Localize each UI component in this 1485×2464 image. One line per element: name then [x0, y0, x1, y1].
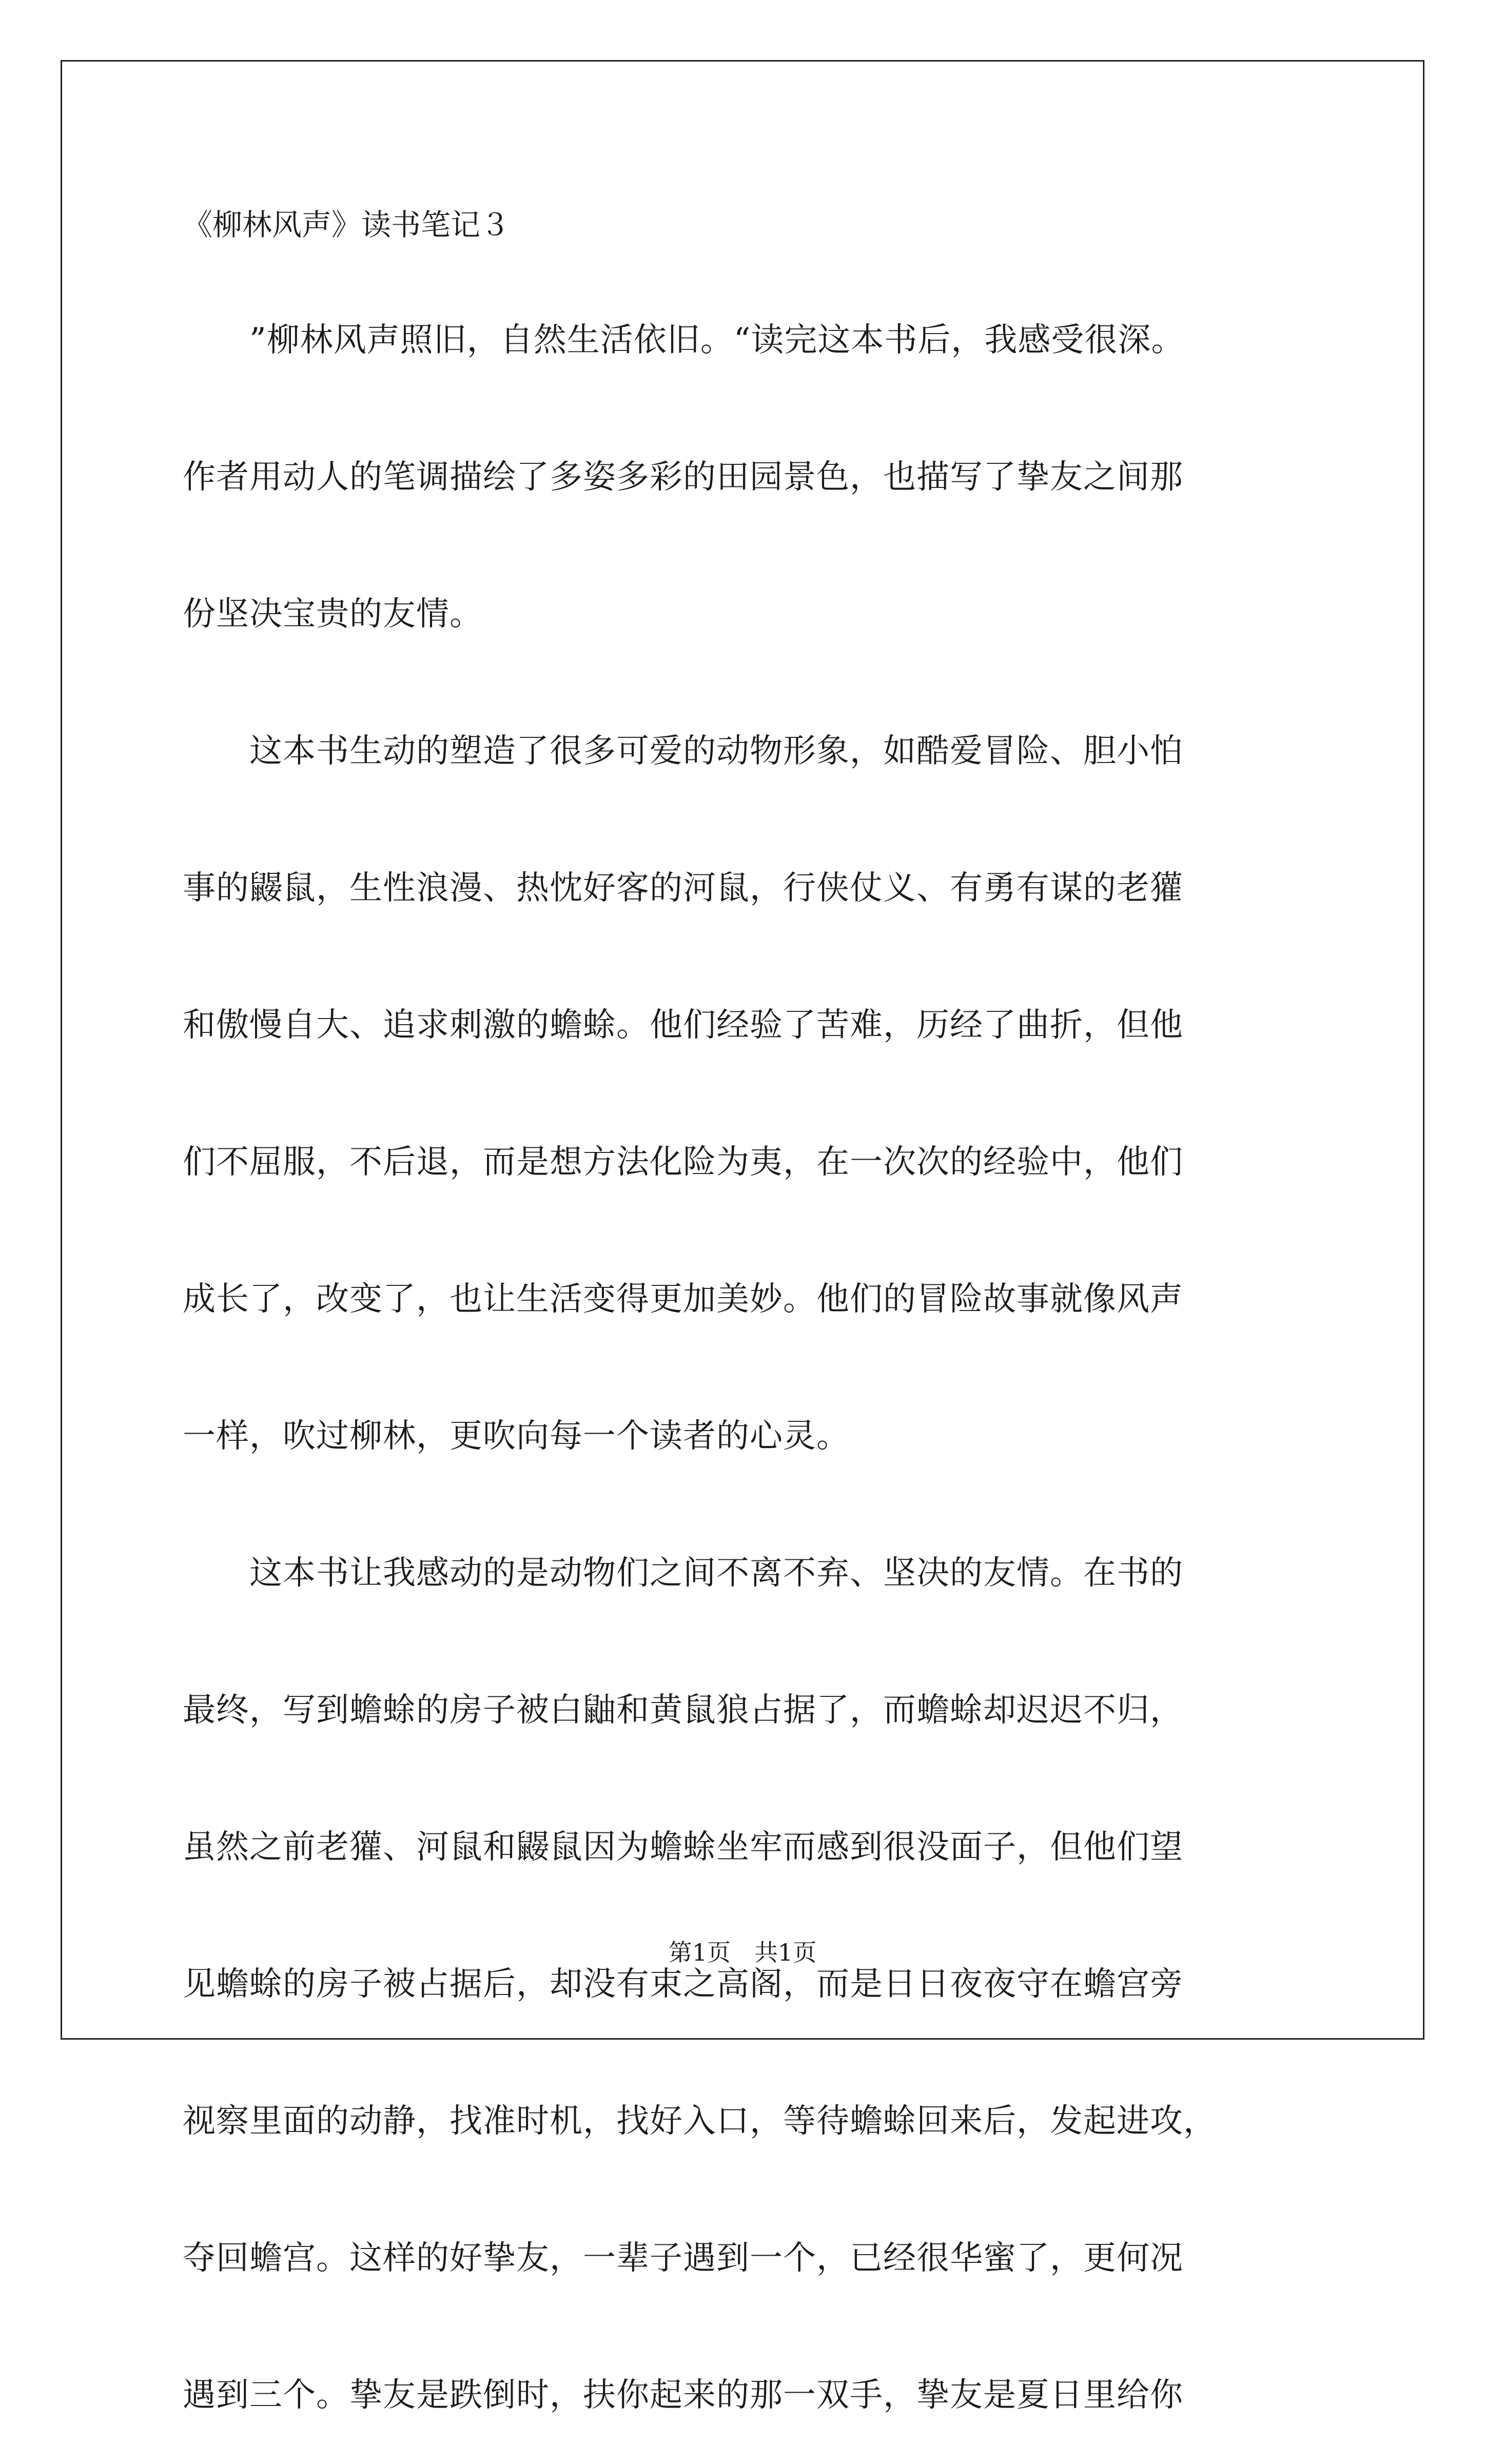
page-number-footer: 第1页 共1页 — [668, 1939, 817, 1966]
document-body — [183, 272, 1312, 2464]
text-line: 和傲慢自大、追求刺激的蟾蜍。他们经验了苦难，历经了曲折，但他 — [183, 1006, 1183, 1044]
text-line: 遇到三个。挚友是跌倒时，扶你起来的那一双手，挚友是夏日里给你 — [183, 2376, 1183, 2414]
document-title: 《柳林风声》读书笔记３ — [183, 207, 511, 242]
text-line: 作者用动人的笔调描绘了多姿多彩的田园景色，也描写了挚友之间那 — [183, 458, 1183, 496]
text-line: 这本书生动的塑造了很多可爱的动物形象，如酷爱冒险、胆小怕 — [183, 732, 1183, 770]
text-line: 这本书让我感动的是动物们之间不离不弃、坚决的友情。在书的 — [183, 1554, 1183, 1592]
text-line: 夺回蟾宫。这样的好挚友，一辈子遇到一个，已经很华蜜了，更何况 — [183, 2239, 1183, 2277]
text-line: 成长了，改变了，也让生活变得更加美妙。他们的冒险故事就像风声 — [183, 1280, 1183, 1318]
text-line: 们不屈服，不后退，而是想方法化险为夷，在一次次的经验中，他们 — [183, 1143, 1183, 1181]
text-line: 一样，吹过柳林，更吹向每一个读者的心灵。 — [183, 1417, 850, 1455]
text-line: 见蟾蜍的房子被占据后，却没有束之高阁，而是日日夜夜守在蟾宫旁 — [183, 1965, 1183, 2003]
text-line: 份坚决宝贵的友情。 — [183, 595, 483, 633]
text-line: 事的鼹鼠，生性浪漫、热忱好客的河鼠，行侠仗义、有勇有谋的老獾 — [183, 869, 1183, 907]
text-line: 虽然之前老獾、河鼠和鼹鼠因为蟾蜍坐牢而感到很没面子，但他们望 — [183, 1828, 1183, 1866]
text-line: ”柳林风声照旧，自然生活依旧。“读完这本书后，我感受很深。 — [183, 321, 1185, 359]
text-line: 最终，写到蟾蜍的房子被白鼬和黄鼠狼占据了，而蟾蜍却迟迟不归， — [183, 1691, 1183, 1729]
text-line: 视察里面的动静，找准时机，找好入口，等待蟾蜍回来后，发起进攻， — [183, 2102, 1217, 2140]
